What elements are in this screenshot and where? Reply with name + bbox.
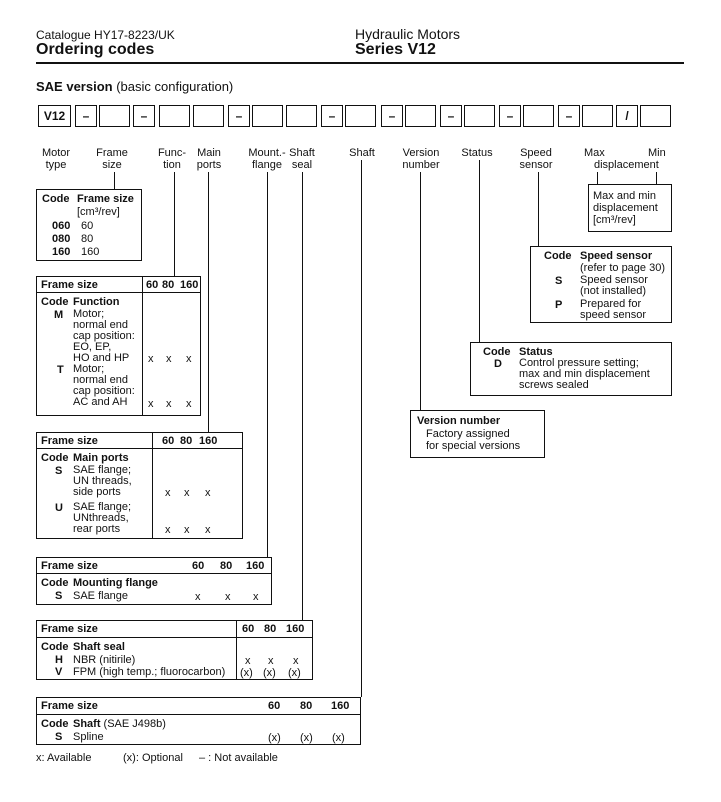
leader-max [597, 172, 598, 184]
label-function: Func- tion [157, 147, 187, 171]
label-mount-flange: Mount.- flange [248, 147, 286, 171]
availability-mark: (x) [240, 667, 253, 679]
leader-function [174, 172, 175, 276]
leader-status [479, 160, 480, 342]
table-header-frame-size: Frame size [77, 193, 134, 205]
label-displacement: displacement [594, 159, 659, 171]
size-heading: 80 [162, 279, 175, 291]
table-header-shaft: Shaft (SAE J498b) [73, 718, 166, 730]
table-header-version-number: Version number [417, 415, 501, 427]
leader-shaft-seal [302, 172, 303, 620]
leader-main-ports [208, 172, 209, 432]
status-description: Control pressure setting; max and min displacement screws sealed [519, 357, 650, 391]
code-box-status [464, 105, 495, 127]
label-shaft-seal: Shaft seal [289, 147, 315, 171]
legend-optional: (x): Optional [123, 752, 183, 764]
availability-mark: x [165, 524, 171, 536]
seal-code: V [55, 666, 63, 678]
frame-code: 060 [52, 220, 71, 232]
size-heading: 60 [192, 560, 205, 572]
unit-label: [cm³/rev] [77, 206, 120, 218]
label-frame-size: Frame size [96, 147, 128, 171]
code-box-function [159, 105, 190, 127]
availability-mark: (x) [332, 732, 345, 744]
availability-mark: x [148, 398, 154, 410]
availability-mark: x [205, 487, 211, 499]
table-header-code: Code [544, 250, 572, 262]
function-description: Motor; normal end cap position: EO, EP, HO and HP [73, 308, 135, 364]
frame-value: 160 [81, 246, 100, 258]
availability-mark: x [165, 487, 171, 499]
ports-code: S [55, 465, 63, 477]
frame-value: 80 [81, 233, 94, 245]
shaft-code: S [55, 731, 63, 743]
availability-mark: (x) [300, 732, 313, 744]
leader-version [420, 172, 421, 410]
leader-min [656, 172, 657, 184]
table-header-mounting-flange: Mounting flange [73, 577, 158, 589]
catalogue-number: Catalogue HY17-8223/UK [36, 28, 175, 42]
dash-box: – [499, 105, 521, 127]
table-header-frame-size: Frame size [41, 700, 98, 712]
code-box-speed-sensor [523, 105, 554, 127]
size-heading: 160 [180, 279, 199, 291]
table-header-status: Status [519, 346, 553, 358]
function-code: M [54, 309, 64, 321]
code-box-mount-flange [252, 105, 283, 127]
header-rule [36, 62, 684, 64]
legend-available: x: Available [36, 752, 92, 764]
table-divider [36, 573, 272, 574]
speed-description: Prepared for speed sensor [580, 298, 647, 321]
leader-speed-sensor [538, 172, 539, 246]
availability-mark: (x) [268, 732, 281, 744]
code-box-shaft [345, 105, 376, 127]
displacement-description: Max and min displacement [cm³/rev] [593, 190, 658, 226]
leader-frame-size [114, 172, 115, 190]
table-header-code: Code [483, 346, 511, 358]
label-min: Min [648, 147, 666, 159]
size-heading: 80 [264, 623, 277, 635]
size-heading: 60 [146, 279, 159, 291]
availability-mark: x [225, 591, 231, 603]
frame-code: 080 [52, 233, 71, 245]
label-max: Max [584, 147, 605, 159]
speed-description: Speed sensor (not installed) [580, 274, 648, 297]
status-code: D [494, 358, 502, 370]
availability-mark: x [195, 591, 201, 603]
availability-mark: x [186, 398, 192, 410]
seal-code: H [55, 654, 63, 666]
availability-mark: x [166, 398, 172, 410]
table-header-code: Code [41, 718, 69, 730]
table-divider [36, 637, 313, 638]
function-description: Motor; normal end cap position: AC and AH [73, 363, 135, 408]
table-divider [36, 448, 243, 449]
size-heading: 80 [300, 700, 313, 712]
table-header-frame-size: Frame size [41, 279, 98, 291]
table-header-function: Function [73, 296, 120, 308]
seal-description: NBR (nitirile) [73, 654, 136, 666]
dash-box: – [381, 105, 403, 127]
dash-box: – [75, 105, 97, 127]
table-divider [36, 292, 201, 293]
availability-mark: x [253, 591, 259, 603]
speed-code: S [555, 275, 563, 287]
code-box-max-displacement [582, 105, 613, 127]
label-shaft: Shaft [349, 147, 375, 159]
availability-mark: x [293, 655, 299, 667]
shaft-description: Spline [73, 731, 104, 743]
ports-description: SAE flange; UNthreads, rear ports [73, 501, 132, 535]
table-header-code: Code [42, 193, 70, 205]
table-header-speed-sensor: Speed sensor [580, 250, 653, 262]
table-header-main-ports: Main ports [73, 452, 129, 464]
page-reference-note: (refer to page 30) [580, 262, 665, 274]
availability-mark: x [184, 487, 190, 499]
size-heading: 60 [242, 623, 255, 635]
availability-mark: x [148, 353, 154, 365]
availability-mark: x [166, 353, 172, 365]
label-version-number: Version number [402, 147, 440, 171]
table-header-code: Code [41, 452, 69, 464]
dash-box: – [440, 105, 462, 127]
table-header-shaft-seal: Shaft seal [73, 641, 125, 653]
table-divider [142, 276, 143, 416]
availability-mark: (x) [263, 667, 276, 679]
label-speed-sensor: Speed sensor [519, 147, 553, 171]
code-box-version [405, 105, 436, 127]
table-header-frame-size: Frame size [41, 435, 98, 447]
label-main-ports: Main ports [196, 147, 222, 171]
label-status: Status [461, 147, 493, 159]
availability-mark: x [245, 655, 251, 667]
code-box-main-ports [193, 105, 224, 127]
leader-shaft [361, 160, 362, 697]
size-heading: 60 [268, 700, 281, 712]
page-title: Ordering codes [36, 41, 155, 58]
section-title: SAE version (basic configuration) [36, 79, 234, 94]
legend-not-available: – : Not available [199, 752, 278, 764]
leader-mount-flange [267, 172, 268, 558]
frame-value: 60 [81, 220, 94, 232]
availability-mark: x [268, 655, 274, 667]
table-header-frame-size: Frame size [41, 623, 98, 635]
availability-mark: (x) [288, 667, 301, 679]
product-line: Hydraulic Motors [355, 26, 461, 42]
availability-mark: x [184, 524, 190, 536]
speed-code: P [555, 299, 563, 311]
seal-description: FPM (high temp.; fluorocarbon) [73, 666, 226, 678]
table-divider [152, 432, 153, 539]
table-divider [36, 714, 361, 715]
table-header-code: Code [41, 577, 69, 589]
table-divider [236, 620, 237, 680]
dash-box: – [321, 105, 343, 127]
code-box-shaft-seal [286, 105, 317, 127]
size-heading: 60 [162, 435, 175, 447]
label-motor-type: Motor type [41, 147, 71, 171]
version-description: Factory assigned for special versions [426, 428, 521, 452]
size-heading: 160 [246, 560, 265, 572]
mount-description: SAE flange [73, 590, 129, 602]
size-heading: 80 [180, 435, 193, 447]
mount-code: S [55, 590, 63, 602]
dash-box: – [133, 105, 155, 127]
size-heading: 160 [199, 435, 218, 447]
code-box-series: V12 [38, 105, 71, 127]
table-header-frame-size: Frame size [41, 560, 98, 572]
dash-box: – [228, 105, 250, 127]
ports-description: SAE flange; UN threads, side ports [73, 464, 132, 498]
table-header-code: Code [41, 296, 69, 308]
series-title: Series V12 [355, 41, 436, 58]
frame-code: 160 [52, 246, 71, 258]
size-heading: 160 [331, 700, 350, 712]
slash-box: / [616, 105, 638, 127]
ports-code: U [55, 502, 63, 514]
table-header-code: Code [41, 641, 69, 653]
size-heading: 80 [220, 560, 233, 572]
function-code: T [57, 364, 64, 376]
size-heading: 160 [286, 623, 305, 635]
availability-mark: x [186, 353, 192, 365]
code-box-min-displacement [640, 105, 671, 127]
dash-box: – [558, 105, 580, 127]
code-box-frame-size [99, 105, 130, 127]
availability-mark: x [205, 524, 211, 536]
